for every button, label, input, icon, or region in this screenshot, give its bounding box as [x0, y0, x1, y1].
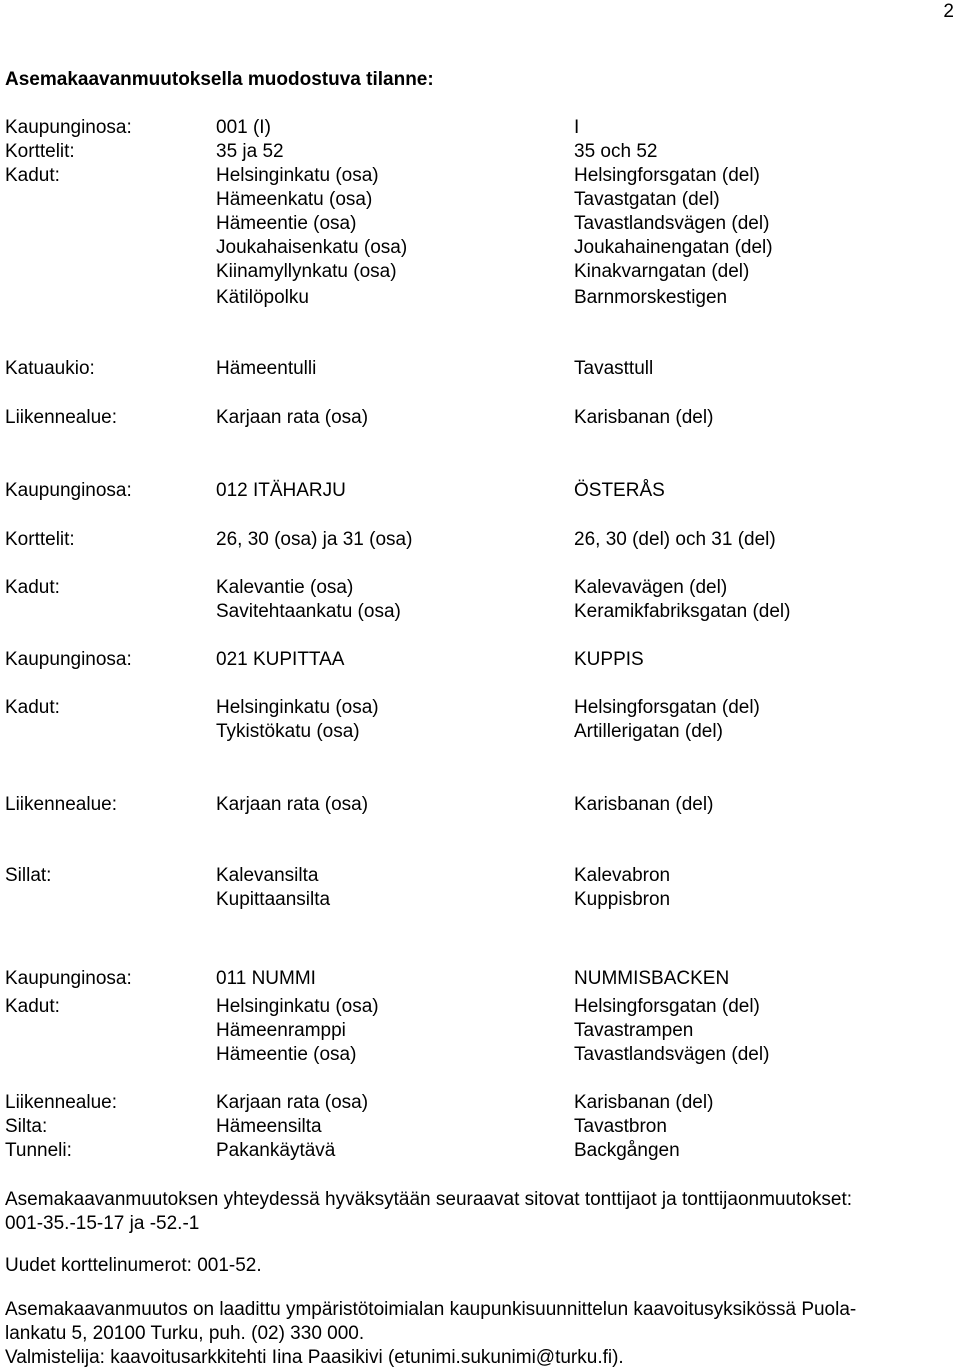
info-row [0, 864, 960, 888]
finnish-value: Hämeenramppi [216, 1020, 346, 1041]
finnish-value: Kupittaansilta [216, 889, 331, 910]
row-label: Kadut: [5, 577, 60, 598]
info-row [0, 720, 960, 744]
finnish-value: 011 NUMMI [216, 968, 316, 989]
plot-division-paragraph [5, 1188, 950, 1236]
row-label: Kaupunginosa: [5, 649, 132, 670]
row-label: Kadut: [5, 697, 60, 718]
info-row [0, 236, 960, 260]
row-label: Kaupunginosa: [5, 480, 132, 501]
paragraph-line: lankatu 5, 20100 Turku, puh. (02) 330 000. [5, 1323, 365, 1344]
swedish-value: Karisbanan (del) [574, 407, 714, 428]
swedish-value: Kinakvarngatan (del) [574, 261, 750, 282]
paragraph-line: 001-35.-15-17 ja -52.-1 [5, 1213, 200, 1234]
row-label: Korttelit: [5, 529, 75, 550]
finnish-value: Hämeentulli [216, 358, 317, 379]
swedish-value: Keramikfabriksgatan (del) [574, 601, 791, 622]
info-row [0, 1091, 960, 1115]
paragraph-line: Uudet korttelinumerot: 001-52. [5, 1255, 262, 1276]
swedish-value: Karisbanan (del) [574, 1092, 714, 1113]
preparer-line: Valmistelija: kaavoitusarkkitehti Iina Paasikivi (etunimi.sukunimi@turku.fi). [5, 1347, 624, 1368]
info-row [0, 140, 960, 164]
info-row [0, 967, 960, 991]
swedish-value: Kalevabron [574, 865, 671, 886]
finnish-value: Helsinginkatu (osa) [216, 996, 379, 1017]
swedish-value: Helsingforsgatan (del) [574, 697, 760, 718]
info-row [0, 164, 960, 188]
info-row [0, 1043, 960, 1067]
info-row [0, 528, 960, 552]
swedish-value: Tavastlandsvägen (del) [574, 213, 770, 234]
swedish-value: Tavastgatan (del) [574, 189, 720, 210]
finnish-value: Kiinamyllynkatu (osa) [216, 261, 397, 282]
finnish-value: Karjaan rata (osa) [216, 407, 369, 428]
row-label: Katuaukio: [5, 358, 95, 379]
swedish-value: Artillerigatan (del) [574, 721, 723, 742]
finnish-value: Karjaan rata (osa) [216, 794, 369, 815]
new-block-numbers-paragraph [5, 1254, 950, 1278]
info-row [0, 1139, 960, 1163]
row-label: Liikennealue: [5, 407, 117, 428]
info-row [0, 600, 960, 624]
info-row [0, 793, 960, 817]
finnish-value: Pakankäytävä [216, 1140, 336, 1161]
finnish-value: Kätilöpolku [216, 287, 309, 308]
row-label: Liikennealue: [5, 794, 117, 815]
row-label: Kaupunginosa: [5, 968, 132, 989]
swedish-value: Helsingforsgatan (del) [574, 165, 760, 186]
swedish-value: I [574, 117, 580, 138]
info-row [0, 188, 960, 212]
swedish-value: Helsingforsgatan (del) [574, 996, 760, 1017]
finnish-value: Karjaan rata (osa) [216, 1092, 369, 1113]
row-label: Kadut: [5, 996, 60, 1017]
swedish-value: Kuppisbron [574, 889, 671, 910]
finnish-value: Hämeensilta [216, 1116, 322, 1137]
finnish-value: Hämeentie (osa) [216, 1044, 357, 1065]
finnish-value: Kalevantie (osa) [216, 577, 354, 598]
swedish-value: 35 och 52 [574, 141, 658, 162]
preparation-paragraph [5, 1298, 950, 1370]
finnish-value: Savitehtaankatu (osa) [216, 601, 401, 622]
finnish-value: Hämeentie (osa) [216, 213, 357, 234]
swedish-value: Barnmorskestigen [574, 287, 728, 308]
info-row [0, 696, 960, 720]
swedish-value: KUPPIS [574, 649, 644, 670]
row-label: Kaupunginosa: [5, 117, 132, 138]
row-label: Korttelit: [5, 141, 75, 162]
info-row [0, 479, 960, 503]
section-heading: Asemakaavanmuutoksella muodostuva tilanne: [5, 69, 434, 90]
finnish-value: 35 ja 52 [216, 141, 284, 162]
finnish-value: 012 ITÄHARJU [216, 480, 346, 501]
info-row [0, 648, 960, 672]
row-label: Sillat: [5, 865, 52, 886]
swedish-value: 26, 30 (del) och 31 (del) [574, 529, 776, 550]
info-row [0, 576, 960, 600]
swedish-value: Backgången [574, 1140, 680, 1161]
paragraph-line: Asemakaavanmuutos on laadittu ympäristötoimialan kaupunkisuunnittelun kaavoitusyksikössä Puola- [5, 1299, 857, 1320]
finnish-value: 021 KUPITTAA [216, 649, 345, 670]
info-row [0, 1115, 960, 1139]
page-number: 2 [943, 1, 954, 22]
finnish-value: 001 (I) [216, 117, 271, 138]
swedish-value: NUMMISBACKEN [574, 968, 730, 989]
swedish-value: Joukahainengatan (del) [574, 237, 773, 258]
swedish-value: Tavastbron [574, 1116, 667, 1137]
finnish-value: Kalevansilta [216, 865, 319, 886]
finnish-value: Joukahaisenkatu (osa) [216, 237, 408, 258]
finnish-value: 26, 30 (osa) ja 31 (osa) [216, 529, 413, 550]
info-row [0, 1019, 960, 1043]
swedish-value: Kalevavägen (del) [574, 577, 728, 598]
info-row [0, 357, 960, 381]
info-row [0, 995, 960, 1019]
swedish-value: Tavastrampen [574, 1020, 694, 1041]
info-row [0, 212, 960, 236]
info-row [0, 116, 960, 140]
paragraph-line: Asemakaavanmuutoksen yhteydessä hyväksytään seuraavat sitovat tonttijaot ja tonttijaonmuutokset: [5, 1189, 853, 1210]
finnish-value: Helsinginkatu (osa) [216, 165, 379, 186]
info-row [0, 888, 960, 912]
info-row [0, 260, 960, 284]
swedish-value: Karisbanan (del) [574, 794, 714, 815]
row-label: Liikennealue: [5, 1092, 117, 1113]
info-row [0, 406, 960, 430]
row-label: Tunneli: [5, 1140, 72, 1161]
row-label: Kadut: [5, 165, 60, 186]
finnish-value: Tykistökatu (osa) [216, 721, 360, 742]
swedish-value: Tavastlandsvägen (del) [574, 1044, 770, 1065]
row-label: Silta: [5, 1116, 48, 1137]
swedish-value: Tavasttull [574, 358, 654, 379]
info-row [0, 286, 960, 310]
finnish-value: Helsinginkatu (osa) [216, 697, 379, 718]
finnish-value: Hämeenkatu (osa) [216, 189, 373, 210]
swedish-value: ÖSTERÅS [574, 480, 665, 501]
